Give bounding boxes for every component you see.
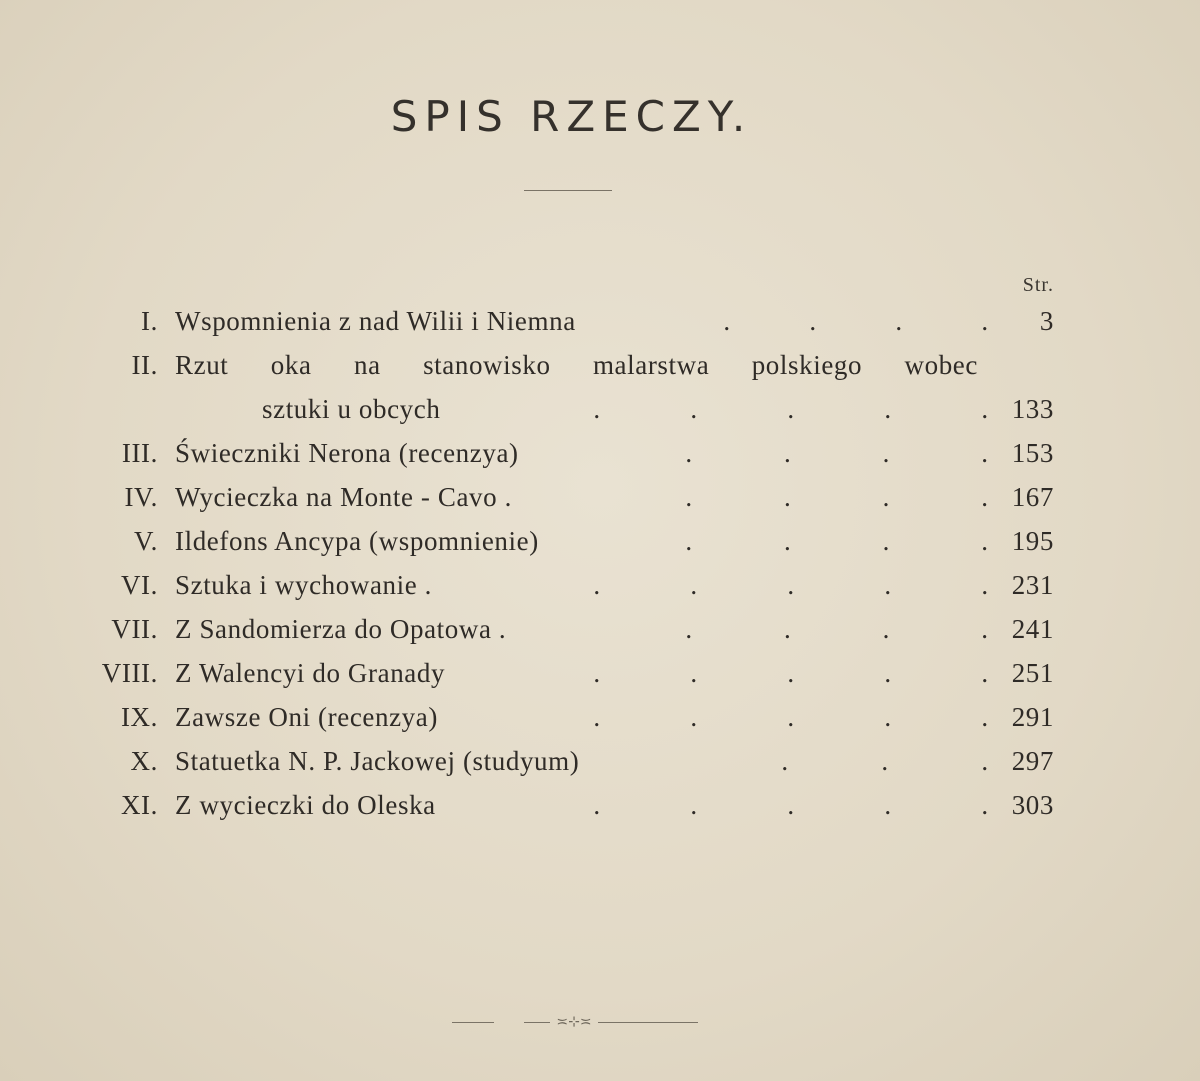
entry-page-number: 303 xyxy=(1011,790,1054,820)
entry-title: Statuetka N. P. Jackowej (studyum) xyxy=(175,746,580,776)
entry-title: Świeczniki Nerona (recenzya) xyxy=(175,438,519,468)
toc-entry xyxy=(0,746,1200,790)
dot-leader: . . . . xyxy=(723,306,989,336)
entry-title-continuation: sztuki u obcych xyxy=(262,394,441,424)
entry-number: VIII. xyxy=(101,658,158,688)
entry-number: I. xyxy=(141,306,158,336)
entry-title: Rzut oka na stanowisko malarstwa polskiego wobec xyxy=(175,350,978,380)
toc-entry xyxy=(0,482,1200,526)
entry-number: VI. xyxy=(120,570,158,600)
toc-entry xyxy=(0,526,1200,570)
dot-leader: . . . . xyxy=(685,438,989,468)
dot-leader: . . . xyxy=(781,746,989,776)
entry-title: Sztuka i wychowanie . xyxy=(175,570,433,600)
toc-entry xyxy=(0,438,1200,482)
entry-title: Zawsze Oni (recenzya) xyxy=(175,702,438,732)
dot-leader: . . . . xyxy=(685,526,989,556)
entry-title: Z wycieczki do Oleska xyxy=(175,790,436,820)
entry-title: Z Walencyi do Granady xyxy=(175,658,446,688)
entry-title: Ildefons Ancypa (wspomnienie) xyxy=(175,526,539,556)
dot-leader: . . . . xyxy=(685,482,989,512)
dot-leader: . . . . . xyxy=(593,790,989,820)
toc-entry xyxy=(0,614,1200,658)
entry-page-number: 297 xyxy=(1011,746,1054,776)
entry-title: Z Sandomierza do Opatowa . xyxy=(175,614,507,644)
title-divider xyxy=(524,190,612,191)
entry-number: IX. xyxy=(120,702,158,732)
entry-number: X. xyxy=(130,746,158,776)
dot-leader: . . . . xyxy=(685,614,989,644)
entry-title: Wspomnienia z nad Wilii i Niemna xyxy=(175,306,576,336)
entry-number: XI. xyxy=(120,790,158,820)
toc-entry xyxy=(0,306,1200,350)
page-column-label: Str. xyxy=(1022,274,1054,296)
entry-page-number: 195 xyxy=(1011,526,1054,556)
entry-number: II. xyxy=(131,350,158,380)
entry-number: IV. xyxy=(124,482,158,512)
entry-page-number: 251 xyxy=(1011,658,1054,688)
entry-page-number: 153 xyxy=(1011,438,1054,468)
toc-entry xyxy=(0,702,1200,746)
toc-entry xyxy=(0,790,1200,834)
entry-page-number: 167 xyxy=(1011,482,1054,512)
page-title: SPIS RZECZY. xyxy=(390,92,753,141)
entry-number: III. xyxy=(121,438,158,468)
entry-title: Wycieczka na Monte - Cavo . xyxy=(175,482,512,512)
entry-page-number: 291 xyxy=(1011,702,1054,732)
toc-entry xyxy=(0,658,1200,702)
dot-leader: . . . . . xyxy=(593,570,989,600)
ornament-glyph: ≍⊹≍ xyxy=(556,1014,592,1030)
entry-number: V. xyxy=(134,526,158,556)
entry-page-number: 241 xyxy=(1011,614,1054,644)
entry-page-number: 133 xyxy=(1011,394,1054,424)
entry-number: VII. xyxy=(111,614,158,644)
toc-entry xyxy=(0,570,1200,614)
entry-page-number: 231 xyxy=(1011,570,1054,600)
footer-ornament xyxy=(440,1010,710,1034)
dot-leader: . . . . . xyxy=(593,394,989,424)
toc-entry-continuation xyxy=(0,394,1200,438)
dot-leader: . . . . . xyxy=(593,702,989,732)
toc-entry xyxy=(0,350,1200,394)
entry-page-number: 3 xyxy=(1039,306,1054,336)
dot-leader: . . . . . xyxy=(593,658,989,688)
